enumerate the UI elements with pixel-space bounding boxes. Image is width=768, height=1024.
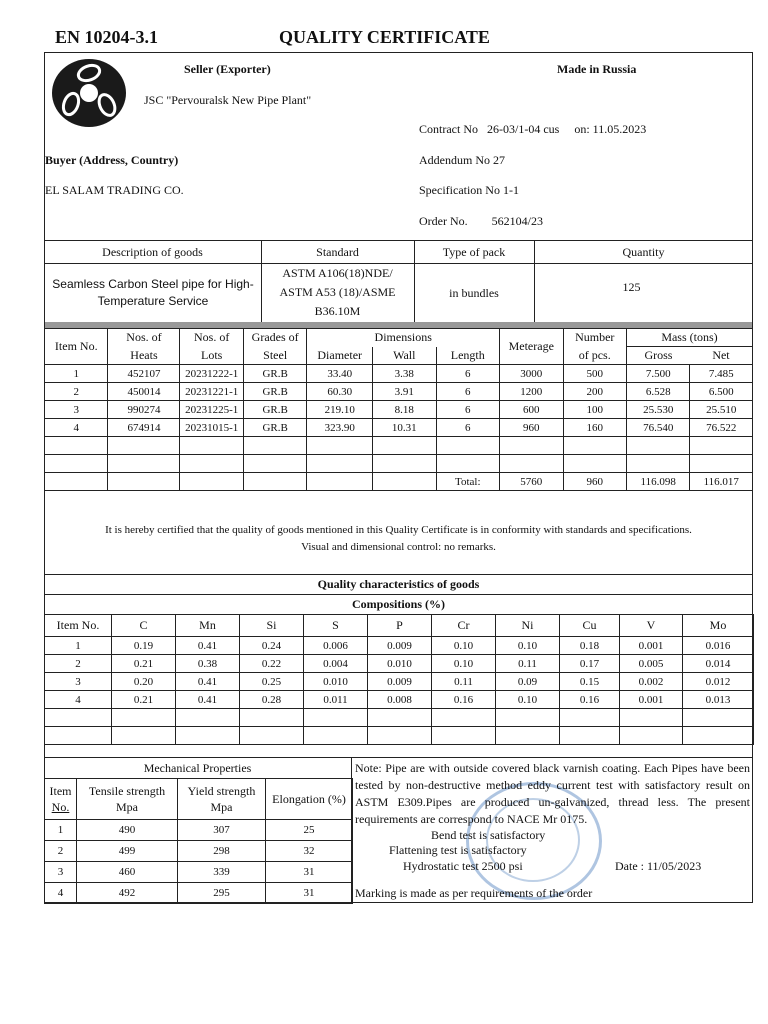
company-logo-icon [50,57,128,129]
table-row: 2 0.21 0.38 0.22 0.004 0.010 0.10 0.11 0.17 0.005 0.014 [45,655,754,673]
col-meterage: Meterage [500,329,563,365]
order-line: Order No. 562104/23 [419,214,543,228]
buyer-name: EL SALAM TRADING CO. [45,183,184,197]
table-row: 4 0.21 0.41 0.28 0.011 0.008 0.16 0.10 0.16 0.001 0.013 [45,691,754,709]
origin-label: Made in Russia [557,62,637,76]
goods-standard-line-3: B36.10M [314,304,361,318]
goods-header-standard: Standard [316,245,359,259]
table-row: 3 990274 20231225-1 GR.B 219.10 8.18 6 600 100 25.530 25.510 [45,401,753,419]
table-row: 1 452107 20231222-1 GR.B 33.40 3.38 6 3000 500 7.500 7.485 [45,365,753,383]
certificate-date: Date : 11/05/2023 [615,859,702,873]
marking-note: Marking is made as per requirements of the order [355,886,593,900]
goods-header-description: Description of goods [102,245,203,259]
goods-pack: in bundles [449,286,499,300]
flattening-test: Flattening test is satisfactory [389,843,527,857]
goods-header-pack: Type of pack [442,245,506,259]
hydrostatic-test: Hydrostatic test 2500 psi [403,859,523,873]
mech-col-item-2: No. [51,800,70,814]
col-number-2: of pcs. [563,347,626,365]
col-lots-2: Lots [180,347,243,365]
table-row: 2 450014 20231221-1 GR.B 60.30 3.91 6 1200 200 6.528 6.500 [45,383,753,401]
goods-description: Seamless Carbon Steel pipe for High-Temperature Service [52,277,254,308]
col-grade-2: Steel [243,347,306,365]
goods-standard-line-2: ASTM A53 (18)/ASME [279,285,396,299]
table-row: 3 0.20 0.41 0.25 0.010 0.009 0.11 0.09 0.15 0.002 0.012 [45,673,754,691]
bend-test: Bend test is satisfactory [431,828,546,842]
col-gross: Gross [626,347,689,365]
table-row: 2 499 298 32 [45,841,353,862]
table-row: 4 492 295 31 [45,883,353,904]
total-label: Total: [436,473,500,491]
page-title: QUALITY CERTIFICATE [279,27,490,47]
col-dimensions: Dimensions [307,329,500,347]
items-table [44,328,753,491]
col-heats-2: Heats [108,347,180,365]
table-row: 1 490 307 25 [45,820,353,841]
buyer-label: Buyer (Address, Country) [45,153,179,167]
col-wall-1: Wall [373,347,436,365]
total-row: Total: 5760 960 116.098 116.017 [45,473,753,491]
certification-statement: It is hereby certified that the quality of goods mentioned in this Quality Certificate is in conformity with standards and specifications. [105,524,692,536]
specification: Specification No 1-1 [419,183,519,197]
pipe-note: Note: Pipe are with outside covered black varnish coating. Each Pipes have been tested by non-destructive method eddy current test with satisfactory result on ASTM E309.Pipes are produced un-galvanized, thread less. The present requirements are correspond to NACE Mr 0175. [355,761,750,826]
visual-control-remark: Visual and dimensional control: no remarks. [301,541,496,553]
col-net: Net [690,347,753,365]
col-heats-1: Nos. of [108,329,180,347]
goods-header-quantity: Quantity [622,245,665,259]
table-row: 3 460 339 31 [45,862,353,883]
col-length-1: Length [436,347,500,365]
composition-table: Item No. C Mn Si S P Cr Ni Cu V Mo 1 0.19 0.41 0.24 0.006 0.009 0.10 0.10 0.18 0.001 0.016 2 0.21 0.38 0.22 0.004 0.010 0.10 0.11 0.17 0.005 0.014 3 0.20 0.41 0.25 0.010 0.009 0.11 0.09 0.15 0.002 0.012 4 0.21 0.41 0.28 0.011 0.008 0.16 0.10 0.16 0.001 0.013 [44,614,754,745]
goods-standard-line-1: ASTM A106(18)NDE/ [282,266,393,280]
table-row: 4 674914 20231015-1 GR.B 323.90 10.31 6 960 160 76.540 76.522 [45,419,753,437]
col-number-1: Number [563,329,626,347]
col-lots-1: Nos. of [180,329,243,347]
mechanical-title: Mechanical Properties [143,761,252,775]
contract-line: Contract No 26-03/1-04 cus on: 11.05.2023 [419,122,647,136]
seller-label: Seller (Exporter) [184,62,271,76]
quality-title: Quality characteristics of goods [317,577,480,591]
table-row: 1 0.19 0.41 0.24 0.006 0.009 0.10 0.10 0.18 0.001 0.016 [45,637,754,655]
col-diameter-1: Diameter [307,347,373,365]
col-grade-1: Grades of [243,329,306,347]
mechanical-table: Item No. Tensile strength Mpa Yield strength Mpa Elongation (%) 1 490 307 25 2 499 298 32 3 460 339 31 4 492 295 31 [44,778,353,904]
mech-col-item-1: Item [49,784,72,798]
seller-name: JSC "Pervouralsk New Pipe Plant" [144,93,312,107]
col-item: Item No. [45,329,108,365]
addendum: Addendum No 27 [419,153,505,167]
goods-quantity: 125 [622,280,641,294]
compositions-subtitle: Compositions (%) [351,597,445,611]
standard-reference: EN 10204-3.1 [55,27,158,47]
col-mass: Mass (tons) [626,329,752,347]
